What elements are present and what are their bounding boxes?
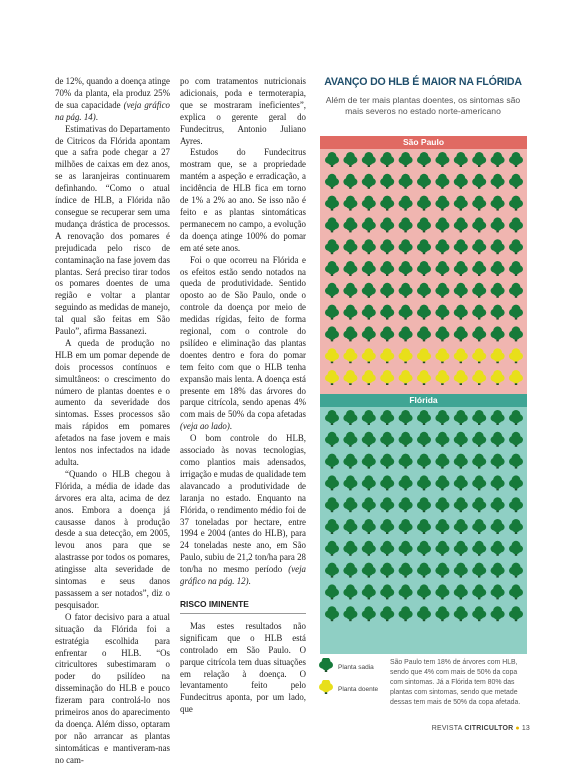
legend-sick — [318, 678, 393, 700]
infographic-note: São Paulo tem 18% de árvores com HLB, sendo que 4% com mais de 50% da copa com sintomas. Já a Flórida tem 80% das plantas com sintomas, sendo que metade dessas tem mais de 50% da copa afetada. — [390, 659, 521, 706]
sao-paulo-healthy-tree-icon — [509, 283, 523, 298]
florida-healthy-tree-icon — [399, 410, 413, 425]
florida-healthy-tree-icon — [454, 519, 468, 534]
florida-healthy-tree-icon — [399, 475, 413, 490]
florida-healthy-tree-icon — [362, 454, 376, 469]
sao-paulo-healthy-tree-icon — [325, 305, 339, 320]
sao-paulo-sick-tree-icon — [325, 348, 339, 363]
florida-healthy-tree-icon — [325, 432, 339, 447]
sao-paulo-healthy-tree-icon — [472, 239, 486, 254]
sao-paulo-healthy-tree-icon — [380, 217, 394, 232]
sao-paulo-healthy-tree-icon — [472, 261, 486, 276]
sao-paulo-healthy-tree-icon — [380, 283, 394, 298]
col2-paragraph: po com tratamentos nutricionais adicionais, poda e termoterapia, que se mostraram ineficientes”, explica o gerente geral do Fundecitrus, Antonio Juliano Ayres. — [180, 76, 306, 146]
florida-healthy-tree-icon — [325, 606, 339, 621]
sao-paulo-panel — [320, 136, 527, 394]
sao-paulo-healthy-tree-icon — [325, 217, 339, 232]
florida-healthy-tree-icon — [491, 497, 505, 512]
sao-paulo-healthy-tree-icon — [417, 174, 431, 189]
florida-healthy-tree-icon — [325, 475, 339, 490]
sao-paulo-sick-tree-icon — [417, 348, 431, 363]
florida-healthy-tree-icon — [472, 454, 486, 469]
sao-paulo-healthy-tree-icon — [417, 217, 431, 232]
florida-healthy-tree-icon — [417, 541, 431, 556]
florida-tree-grid — [323, 409, 525, 653]
sao-paulo-healthy-tree-icon — [325, 174, 339, 189]
col2-paragraph: Estudos do Fundecitrus mostram que, se a propriedade mantém a aspeção e erradicação, a incidência de HLB fica em torno de 1% a 2% ao ano. Se isso não é feito e as plantas sintomáticas permanecem no campo, a evolução da doença atinge 100% do pomar em até sete anos. — [180, 147, 306, 253]
sao-paulo-healthy-tree-icon — [509, 261, 523, 276]
florida-healthy-tree-icon — [435, 410, 449, 425]
sao-paulo-healthy-tree-icon — [417, 196, 431, 211]
florida-healthy-tree-icon — [472, 584, 486, 599]
sao-paulo-healthy-tree-icon — [454, 305, 468, 320]
sao-paulo-healthy-tree-icon — [491, 174, 505, 189]
sao-paulo-healthy-tree-icon — [435, 283, 449, 298]
florida-healthy-tree-icon — [491, 563, 505, 578]
col1-paragraph: Estimativas do Departamento de Citricos da Flórida apontam que a safra pode chegar a 27 milhões de caixas em dez anos, se as laranjeiras continuarem definhando. “Como o atual índice de HLB, a Flórida não consegue se recuperar sem uma mudança drástica de processos. A renovação dos pomares é prejudicada pelo risco de contaminação na fase jovem das plantas. Será preciso tirar todos os pomares doentes de uma região e voltar a plantar seguindo as medidas de manejo, tal qual são feitas em São Paulo”, afirma Bassanezi. — [55, 123, 170, 337]
sao-paulo-healthy-tree-icon — [454, 326, 468, 341]
florida-healthy-tree-icon — [435, 606, 449, 621]
sao-paulo-healthy-tree-icon — [343, 217, 357, 232]
sao-paulo-sick-tree-icon — [472, 348, 486, 363]
cross-reference: (veja gráfico na pág. 12) — [180, 564, 306, 587]
florida-healthy-tree-icon — [509, 606, 523, 621]
sao-paulo-healthy-tree-icon — [435, 174, 449, 189]
florida-healthy-tree-icon — [399, 541, 413, 556]
florida-healthy-tree-icon — [472, 410, 486, 425]
florida-healthy-tree-icon — [399, 563, 413, 578]
sao-paulo-healthy-tree-icon — [362, 174, 376, 189]
sao-paulo-healthy-tree-icon — [417, 261, 431, 276]
florida-healthy-tree-icon — [399, 432, 413, 447]
florida-healthy-tree-icon — [509, 410, 523, 425]
sao-paulo-sick-tree-icon — [399, 348, 413, 363]
florida-healthy-tree-icon — [417, 432, 431, 447]
florida-healthy-tree-icon — [343, 584, 357, 599]
sao-paulo-healthy-tree-icon — [491, 326, 505, 341]
florida-healthy-tree-icon — [343, 475, 357, 490]
sao-paulo-healthy-tree-icon — [343, 305, 357, 320]
sao-paulo-sick-tree-icon — [362, 348, 376, 363]
sao-paulo-healthy-tree-icon — [417, 152, 431, 167]
florida-healthy-tree-icon — [491, 475, 505, 490]
sao-paulo-healthy-tree-icon — [417, 326, 431, 341]
florida-healthy-tree-icon — [417, 519, 431, 534]
sao-paulo-sick-tree-icon — [343, 348, 357, 363]
sao-paulo-sick-tree-icon — [380, 370, 394, 385]
sao-paulo-healthy-tree-icon — [380, 305, 394, 320]
col1-paragraph: de 12%, quando a doença atinge 70% da planta, ela produz 25% de sua capacidade (veja gráfico na pág. 14). — [55, 76, 170, 122]
footer-dot-icon: ● — [515, 725, 520, 732]
sao-paulo-sick-tree-icon — [399, 370, 413, 385]
sao-paulo-healthy-tree-icon — [325, 283, 339, 298]
sao-paulo-healthy-tree-icon — [362, 326, 376, 341]
sao-paulo-healthy-tree-icon — [454, 196, 468, 211]
sao-paulo-healthy-tree-icon — [509, 152, 523, 167]
sao-paulo-sick-tree-icon — [491, 370, 505, 385]
sao-paulo-label: São Paulo — [320, 136, 527, 149]
florida-healthy-tree-icon — [362, 541, 376, 556]
sao-paulo-healthy-tree-icon — [491, 283, 505, 298]
florida-healthy-tree-icon — [362, 410, 376, 425]
sao-paulo-healthy-tree-icon — [491, 261, 505, 276]
florida-healthy-tree-icon — [454, 541, 468, 556]
florida-healthy-tree-icon — [472, 541, 486, 556]
sao-paulo-healthy-tree-icon — [472, 283, 486, 298]
florida-healthy-tree-icon — [399, 519, 413, 534]
florida-healthy-tree-icon — [325, 497, 339, 512]
sao-paulo-healthy-tree-icon — [343, 326, 357, 341]
florida-healthy-tree-icon — [325, 519, 339, 534]
infographic-header — [318, 76, 528, 117]
sao-paulo-sick-tree-icon — [454, 348, 468, 363]
sao-paulo-healthy-tree-icon — [399, 283, 413, 298]
sao-paulo-sick-tree-icon — [362, 370, 376, 385]
florida-healthy-tree-icon — [491, 606, 505, 621]
florida-healthy-tree-icon — [417, 475, 431, 490]
florida-healthy-tree-icon — [472, 475, 486, 490]
florida-healthy-tree-icon — [509, 584, 523, 599]
florida-healthy-tree-icon — [362, 475, 376, 490]
sao-paulo-healthy-tree-icon — [325, 326, 339, 341]
florida-healthy-tree-icon — [380, 432, 394, 447]
sao-paulo-healthy-tree-icon — [454, 261, 468, 276]
footer-prefix: REVISTA — [431, 725, 465, 732]
page-footer — [395, 725, 530, 732]
sao-paulo-sick-tree-icon — [435, 348, 449, 363]
sao-paulo-healthy-tree-icon — [343, 283, 357, 298]
article-column-1 — [55, 76, 170, 767]
florida-healthy-tree-icon — [472, 606, 486, 621]
florida-healthy-tree-icon — [491, 541, 505, 556]
florida-healthy-tree-icon — [491, 410, 505, 425]
florida-healthy-tree-icon — [472, 563, 486, 578]
florida-healthy-tree-icon — [399, 497, 413, 512]
sao-paulo-healthy-tree-icon — [399, 239, 413, 254]
florida-healthy-tree-icon — [435, 519, 449, 534]
sao-paulo-healthy-tree-icon — [472, 196, 486, 211]
sao-paulo-healthy-tree-icon — [380, 174, 394, 189]
sao-paulo-healthy-tree-icon — [380, 239, 394, 254]
florida-healthy-tree-icon — [435, 454, 449, 469]
florida-healthy-tree-icon — [380, 584, 394, 599]
sao-paulo-healthy-tree-icon — [325, 239, 339, 254]
florida-healthy-tree-icon — [325, 584, 339, 599]
sao-paulo-healthy-tree-icon — [399, 305, 413, 320]
florida-healthy-tree-icon — [435, 541, 449, 556]
florida-healthy-tree-icon — [454, 475, 468, 490]
sao-paulo-healthy-tree-icon — [435, 239, 449, 254]
sao-paulo-healthy-tree-icon — [362, 239, 376, 254]
florida-label: Flórida — [320, 394, 527, 407]
sao-paulo-healthy-tree-icon — [417, 239, 431, 254]
col2b-paragraph: Mas estes resultados não significam que o HLB está controlado em São Paulo. O parque citrícola tem duas situações em relação à doença. O levantamento feito pelo Fundecitrus aponta, por um lado, que — [180, 620, 306, 715]
florida-healthy-tree-icon — [509, 454, 523, 469]
florida-healthy-tree-icon — [491, 432, 505, 447]
sao-paulo-healthy-tree-icon — [472, 326, 486, 341]
florida-healthy-tree-icon — [435, 563, 449, 578]
legend-sick-label: Planta doente — [338, 685, 379, 693]
sao-paulo-healthy-tree-icon — [417, 283, 431, 298]
florida-healthy-tree-icon — [454, 584, 468, 599]
col1-paragraph: “Quando o HLB chegou à Flórida, a média de idade das árvores era alta, acima de dez anos. Embora a doença já causasse danos à produção desde a sua detecção, em 2005, levou anos para que se alastrasse por todos os pomares, atingisse alta severidade de sintomas e seus danos passassem a ser notados”, diz o pesquisador. — [55, 468, 170, 610]
florida-healthy-tree-icon — [380, 497, 394, 512]
sao-paulo-healthy-tree-icon — [362, 152, 376, 167]
sao-paulo-healthy-tree-icon — [435, 217, 449, 232]
sao-paulo-healthy-tree-icon — [343, 239, 357, 254]
florida-healthy-tree-icon — [380, 519, 394, 534]
florida-healthy-tree-icon — [417, 410, 431, 425]
sao-paulo-healthy-tree-icon — [491, 152, 505, 167]
sao-paulo-healthy-tree-icon — [454, 283, 468, 298]
sao-paulo-tree-grid — [323, 151, 525, 393]
sao-paulo-healthy-tree-icon — [509, 305, 523, 320]
sao-paulo-healthy-tree-icon — [399, 326, 413, 341]
sao-paulo-sick-tree-icon — [491, 348, 505, 363]
sao-paulo-sick-tree-icon — [435, 370, 449, 385]
florida-healthy-tree-icon — [362, 584, 376, 599]
florida-healthy-tree-icon — [399, 606, 413, 621]
sao-paulo-sick-tree-icon — [454, 370, 468, 385]
sao-paulo-healthy-tree-icon — [399, 174, 413, 189]
sao-paulo-healthy-tree-icon — [509, 326, 523, 341]
florida-healthy-tree-icon — [399, 584, 413, 599]
florida-healthy-tree-icon — [454, 432, 468, 447]
sao-paulo-healthy-tree-icon — [435, 305, 449, 320]
sao-paulo-healthy-tree-icon — [491, 196, 505, 211]
infographic-title: AVANÇO DO HLB É MAIOR NA FLÓRIDA — [324, 76, 522, 88]
sao-paulo-healthy-tree-icon — [380, 152, 394, 167]
sao-paulo-healthy-tree-icon — [454, 152, 468, 167]
florida-healthy-tree-icon — [491, 519, 505, 534]
sao-paulo-healthy-tree-icon — [435, 152, 449, 167]
col1-paragraph: A queda de produção no HLB em um pomar depende de dois processos contínuos e simultâneos: o crescimento do número de plantas doentes e o aumento da severidade dos sintomas. Esses processos são mais rápidos em pomares afetados na fase jovem e mais lentos nos infectados na idade adulta. — [55, 337, 170, 467]
florida-healthy-tree-icon — [380, 563, 394, 578]
florida-healthy-tree-icon — [509, 497, 523, 512]
florida-healthy-tree-icon — [343, 606, 357, 621]
sao-paulo-healthy-tree-icon — [362, 305, 376, 320]
florida-healthy-tree-icon — [362, 563, 376, 578]
healthy-tree-icon — [318, 658, 334, 676]
sao-paulo-healthy-tree-icon — [362, 196, 376, 211]
florida-healthy-tree-icon — [454, 563, 468, 578]
sao-paulo-healthy-tree-icon — [399, 217, 413, 232]
sao-paulo-healthy-tree-icon — [454, 174, 468, 189]
subheading-risco-iminente: RISCO IMINENTE — [180, 599, 306, 614]
legend-healthy — [318, 656, 393, 678]
sao-paulo-healthy-tree-icon — [509, 196, 523, 211]
sick-tree-icon — [318, 680, 334, 698]
florida-healthy-tree-icon — [343, 454, 357, 469]
florida-healthy-tree-icon — [399, 454, 413, 469]
legend — [318, 656, 393, 700]
florida-healthy-tree-icon — [472, 497, 486, 512]
florida-healthy-tree-icon — [362, 497, 376, 512]
florida-healthy-tree-icon — [343, 519, 357, 534]
florida-healthy-tree-icon — [362, 432, 376, 447]
sao-paulo-sick-tree-icon — [325, 370, 339, 385]
florida-panel — [320, 394, 527, 654]
florida-healthy-tree-icon — [417, 563, 431, 578]
sao-paulo-sick-tree-icon — [509, 370, 523, 385]
sao-paulo-sick-tree-icon — [380, 348, 394, 363]
florida-healthy-tree-icon — [417, 454, 431, 469]
sao-paulo-healthy-tree-icon — [472, 217, 486, 232]
sao-paulo-healthy-tree-icon — [491, 305, 505, 320]
article-column-2-part-b — [180, 621, 306, 716]
sao-paulo-healthy-tree-icon — [343, 261, 357, 276]
cross-reference: (veja ao lado) — [180, 421, 230, 432]
sao-paulo-healthy-tree-icon — [472, 152, 486, 167]
florida-healthy-tree-icon — [380, 541, 394, 556]
sao-paulo-healthy-tree-icon — [325, 261, 339, 276]
col2-paragraph: Foi o que ocorreu na Flórida e os efeitos estão sendo notados na queda de produtividade. Sentido oposto ao de São Paulo, onde o controle da doença por meio de medidas rígidas, feito de forma regional, com o controle do psilídeo e eliminação das plantas doentes dentro e fora do pomar tem feito com que o HLB tenha expansão mais lenta. A doença está presente em 18% das árvores do parque citrícola, sendo apenas 4% com mais de 50% da copa afetadas (veja ao lado). — [180, 254, 306, 432]
sao-paulo-healthy-tree-icon — [343, 174, 357, 189]
florida-healthy-tree-icon — [454, 497, 468, 512]
florida-healthy-tree-icon — [343, 432, 357, 447]
florida-healthy-tree-icon — [362, 606, 376, 621]
sao-paulo-healthy-tree-icon — [509, 217, 523, 232]
florida-healthy-tree-icon — [417, 497, 431, 512]
page-number: 13 — [521, 725, 530, 732]
florida-healthy-tree-icon — [509, 563, 523, 578]
sao-paulo-sick-tree-icon — [509, 348, 523, 363]
sao-paulo-healthy-tree-icon — [454, 217, 468, 232]
florida-healthy-tree-icon — [491, 454, 505, 469]
florida-healthy-tree-icon — [380, 475, 394, 490]
florida-healthy-tree-icon — [325, 410, 339, 425]
sao-paulo-healthy-tree-icon — [509, 174, 523, 189]
col1-paragraph: O fator decisivo para a atual situação da Flórida foi a estratégia escolhida para enfrentar o HLB. “Os citricultores subestimaram o poder do psilídeo na disseminação do HLB e pouco fizeram para controlá-lo nos primeiros anos do aparecimento da doença. Além disso, optaram por não arrancar as plantas sintomáticas e mantiveram-nas no cam- — [55, 611, 170, 765]
sao-paulo-healthy-tree-icon — [491, 217, 505, 232]
florida-healthy-tree-icon — [343, 410, 357, 425]
florida-healthy-tree-icon — [454, 606, 468, 621]
sao-paulo-sick-tree-icon — [472, 370, 486, 385]
florida-healthy-tree-icon — [509, 541, 523, 556]
sao-paulo-healthy-tree-icon — [380, 196, 394, 211]
florida-healthy-tree-icon — [380, 606, 394, 621]
sao-paulo-healthy-tree-icon — [362, 261, 376, 276]
sao-paulo-healthy-tree-icon — [325, 152, 339, 167]
sao-paulo-healthy-tree-icon — [380, 261, 394, 276]
sao-paulo-healthy-tree-icon — [343, 196, 357, 211]
article-column-2 — [180, 76, 306, 716]
sao-paulo-healthy-tree-icon — [472, 305, 486, 320]
florida-healthy-tree-icon — [380, 410, 394, 425]
florida-healthy-tree-icon — [343, 497, 357, 512]
col2-paragraph: O bom controle do HLB, associado às novas tecnologias, como plantios mais adensados, irrigação e mudas de qualidade tem alavancado a produtividade de laranja no estado. Enquanto na Flórida, o rendimento médio foi de 37 toneladas por hectare, entre 1994 e 2004 (antes do HLB), para 24 toneladas neste ano, em São Paulo, subiu de 21,2 ton/ha para 28 ton/ha no mesmo período (veja gráfico na pág. 12). — [180, 433, 306, 587]
sao-paulo-healthy-tree-icon — [380, 326, 394, 341]
florida-healthy-tree-icon — [325, 454, 339, 469]
sao-paulo-healthy-tree-icon — [435, 326, 449, 341]
article-column-2-part-a — [180, 76, 306, 588]
sao-paulo-healthy-tree-icon — [435, 196, 449, 211]
florida-healthy-tree-icon — [362, 519, 376, 534]
sao-paulo-healthy-tree-icon — [472, 174, 486, 189]
sao-paulo-healthy-tree-icon — [399, 152, 413, 167]
sao-paulo-healthy-tree-icon — [343, 152, 357, 167]
sao-paulo-sick-tree-icon — [343, 370, 357, 385]
florida-healthy-tree-icon — [509, 432, 523, 447]
sao-paulo-healthy-tree-icon — [362, 217, 376, 232]
florida-healthy-tree-icon — [472, 519, 486, 534]
sao-paulo-healthy-tree-icon — [399, 261, 413, 276]
cross-reference: (veja gráfico na pág. 14) — [55, 99, 170, 122]
sao-paulo-healthy-tree-icon — [399, 196, 413, 211]
legend-healthy-label: Planta sadia — [338, 663, 374, 671]
florida-healthy-tree-icon — [380, 454, 394, 469]
sao-paulo-healthy-tree-icon — [435, 261, 449, 276]
sao-paulo-healthy-tree-icon — [454, 239, 468, 254]
infographic-subtitle: Além de ter mais plantas doentes, os sintomas são mais severos no estado norte-americano — [325, 95, 521, 116]
florida-healthy-tree-icon — [343, 563, 357, 578]
florida-healthy-tree-icon — [509, 475, 523, 490]
sao-paulo-healthy-tree-icon — [509, 239, 523, 254]
florida-healthy-tree-icon — [343, 541, 357, 556]
sao-paulo-sick-tree-icon — [417, 370, 431, 385]
florida-healthy-tree-icon — [454, 410, 468, 425]
florida-healthy-tree-icon — [491, 584, 505, 599]
florida-healthy-tree-icon — [325, 541, 339, 556]
florida-healthy-tree-icon — [417, 606, 431, 621]
footer-brand: CITRICULTOR — [464, 725, 514, 732]
sao-paulo-healthy-tree-icon — [417, 305, 431, 320]
sao-paulo-healthy-tree-icon — [491, 239, 505, 254]
florida-healthy-tree-icon — [509, 519, 523, 534]
florida-healthy-tree-icon — [417, 584, 431, 599]
sao-paulo-healthy-tree-icon — [362, 283, 376, 298]
florida-healthy-tree-icon — [454, 454, 468, 469]
florida-healthy-tree-icon — [472, 432, 486, 447]
sao-paulo-healthy-tree-icon — [325, 196, 339, 211]
florida-healthy-tree-icon — [435, 475, 449, 490]
florida-healthy-tree-icon — [435, 584, 449, 599]
florida-healthy-tree-icon — [435, 432, 449, 447]
florida-healthy-tree-icon — [325, 563, 339, 578]
florida-healthy-tree-icon — [435, 497, 449, 512]
